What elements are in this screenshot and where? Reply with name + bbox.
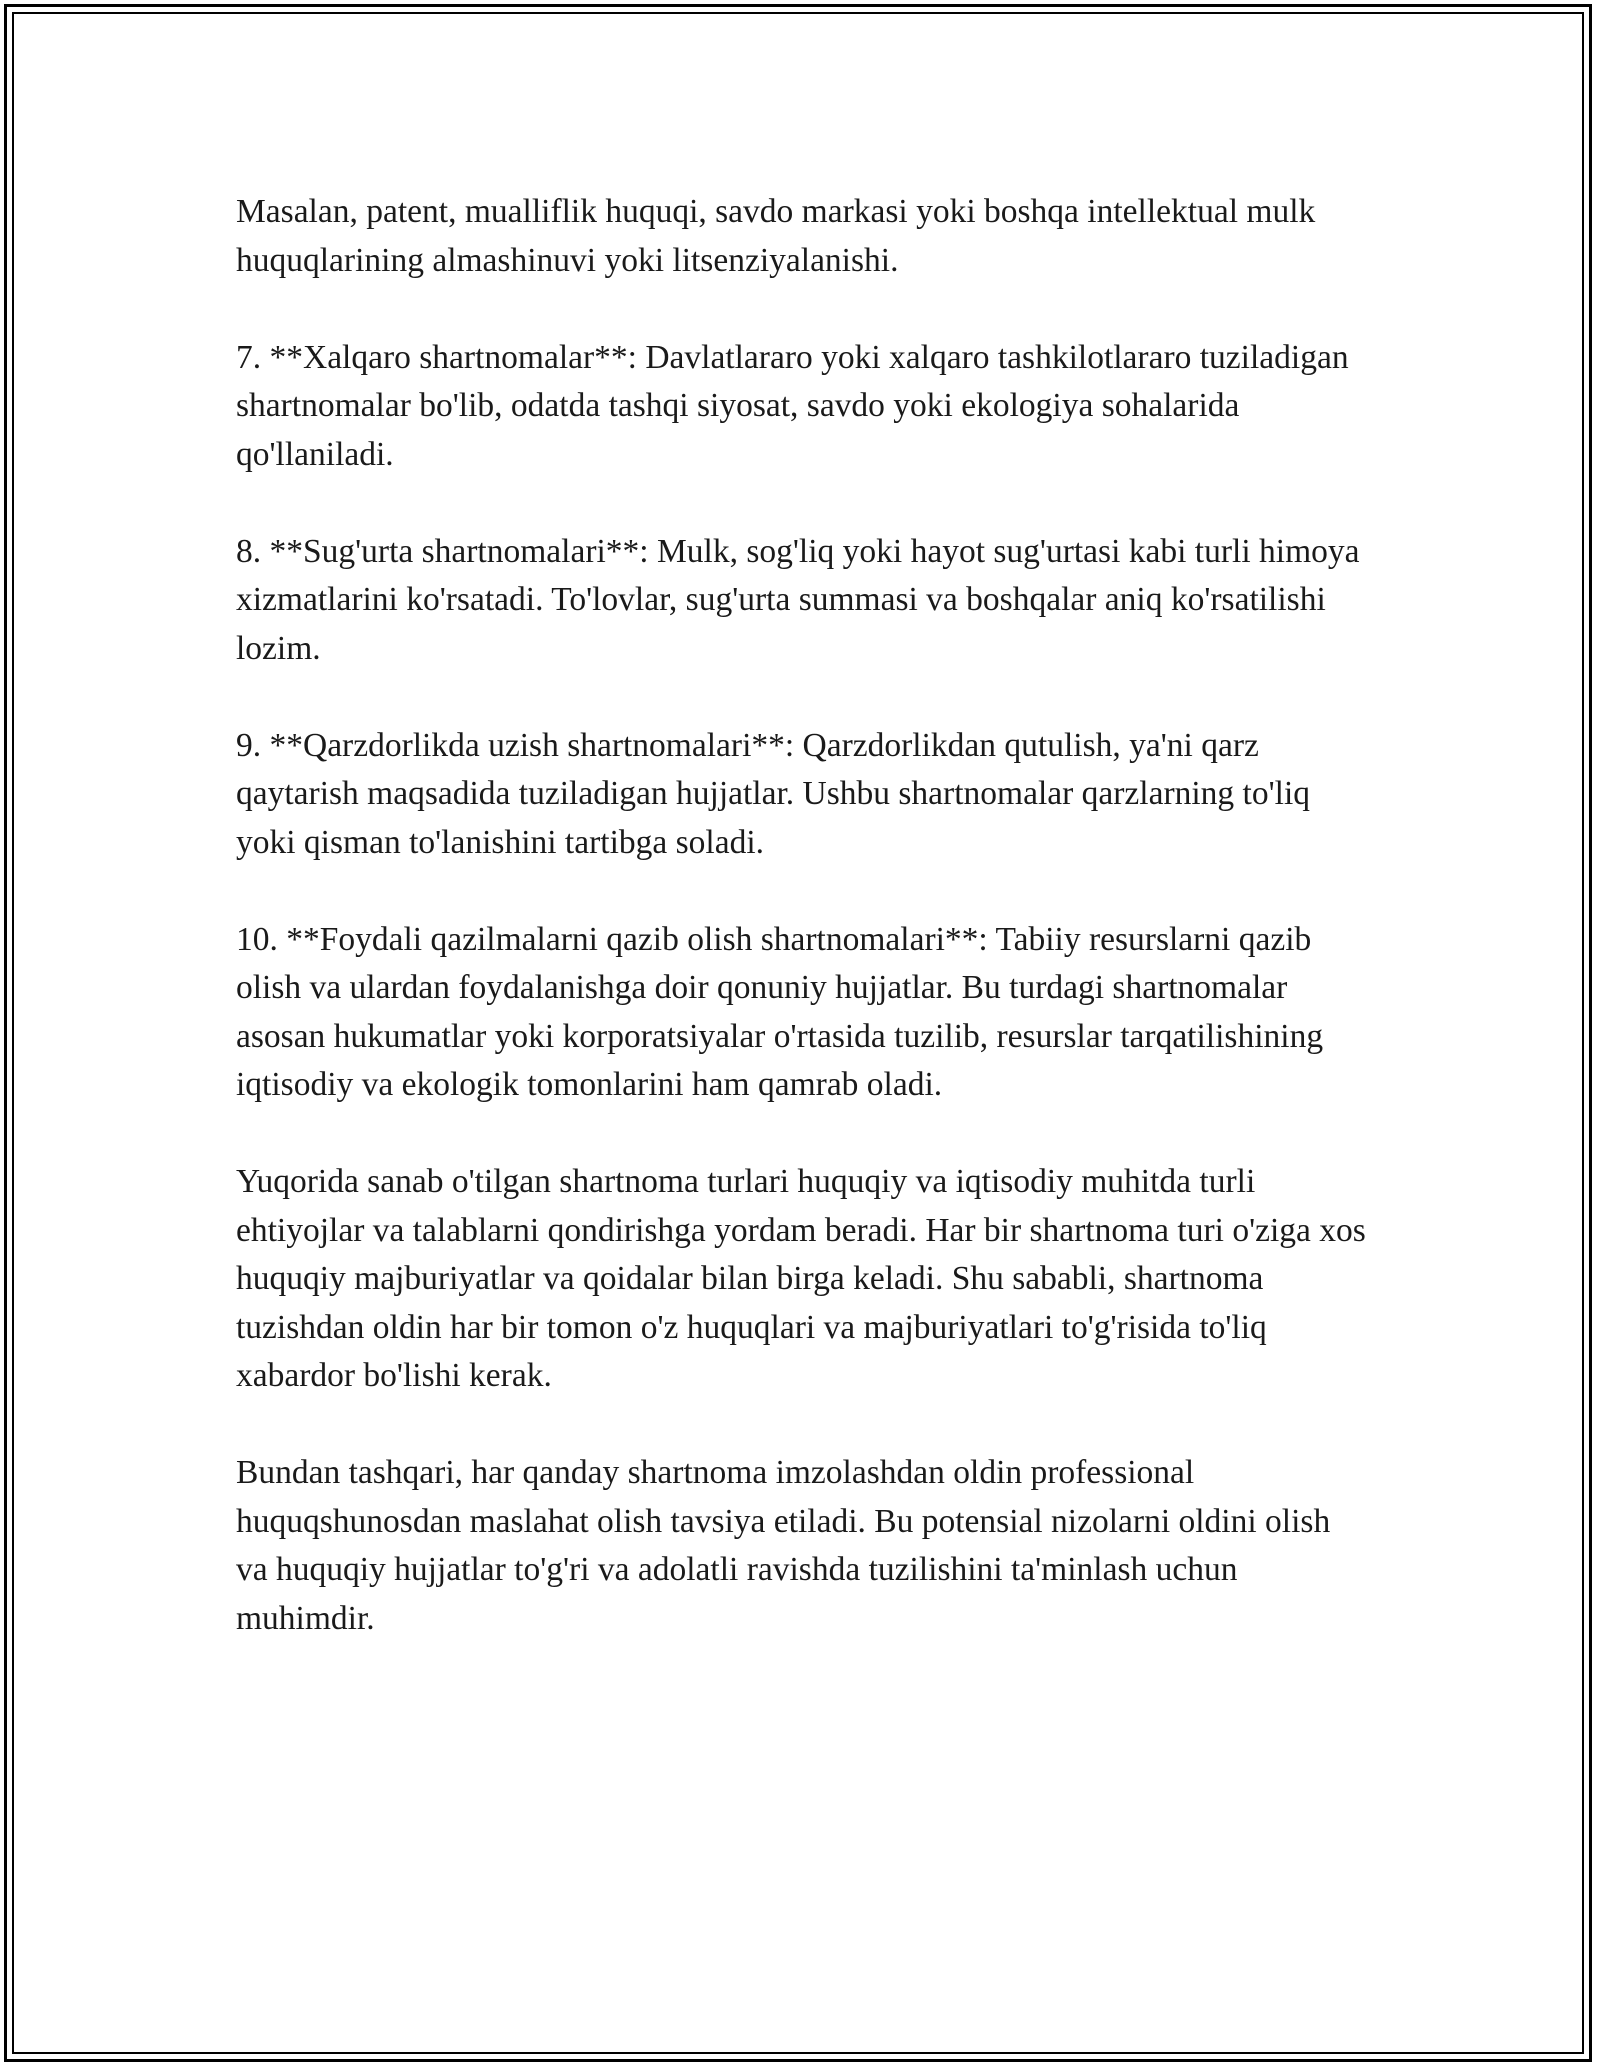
paragraph-item-8-insurance: 8. **Sug'urta shartnomalari**: Mulk, sog'liq yoki hayot sug'urtasi kabi turli himoya xizmatlarini ko'rsatadi. To'lovlar, sug'urta summasi va boshqalar aniq ko'rsatilishi lozim. <box>236 532 1360 667</box>
paragraph-item-9-debt: 9. **Qarzdorlikda uzish shartnomalari**: Qarzdorlikdan qutulish, ya'ni qarz qaytarish maqsadida tuziladigan hujjatlar. Ushbu shartnomalar qarzlarning to'liq yoki qisman to'lanishini tartibga soladi. <box>236 726 1311 861</box>
document-body <box>236 188 1366 1692</box>
paragraph-legal-advice: Bundan tashqari, har qanday shartnoma imzolashdan oldin professional huquqshunosdan maslahat olish tavsiya etiladi. Bu potensial nizolarni oldini olish va huquqiy hujjatlar to'g'ri va adolatli ravishda tuzilishini ta'minlash uchun muhimdir. <box>236 1454 1331 1637</box>
paragraph-ip-rights: Masalan, patent, mualliflik huquqi, savdo markasi yoki boshqa intellektual mulk huquqlarining almashinuvi yoki litsenziyalanishi. <box>236 193 1316 279</box>
paragraph-item-7-international: 7. **Xalqaro shartnomalar**: Davlatlararo yoki xalqaro tashkilotlararo tuziladigan shartnomalar bo'lib, odatda tashqi siyosat, savdo yoki ekologiya sohalarida qo'llaniladi. <box>236 338 1349 473</box>
paragraph-item-10-minerals: 10. **Foydali qazilmalarni qazib olish shartnomalari**: Tabiiy resurslarni qazib olish va ulardan foydalanishga doir qonuniy hujjatlar. Bu turdagi shartnomalar asosan hukumatlar yoki korporatsiyalar o'rtasida tuzilib, resurslar tarqatilishining iqtisodiy va ekologik tomonlarini ham qamrab oladi. <box>236 920 1324 1103</box>
paragraph-summary: Yuqorida sanab o'tilgan shartnoma turlari huquqiy va iqtisodiy muhitda turli ehtiyojlar va talablarni qondirishga yordam beradi. Har bir shartnoma turi o'ziga xos huquqiy majburiyatlar va qoidalar bilan birga keladi. Shu sababli, shartnoma tuzishdan oldin har bir tomon o'z huquqlari va majburiyatlari to'g'risida to'liq xabardor bo'lishi kerak. <box>236 1163 1366 1394</box>
